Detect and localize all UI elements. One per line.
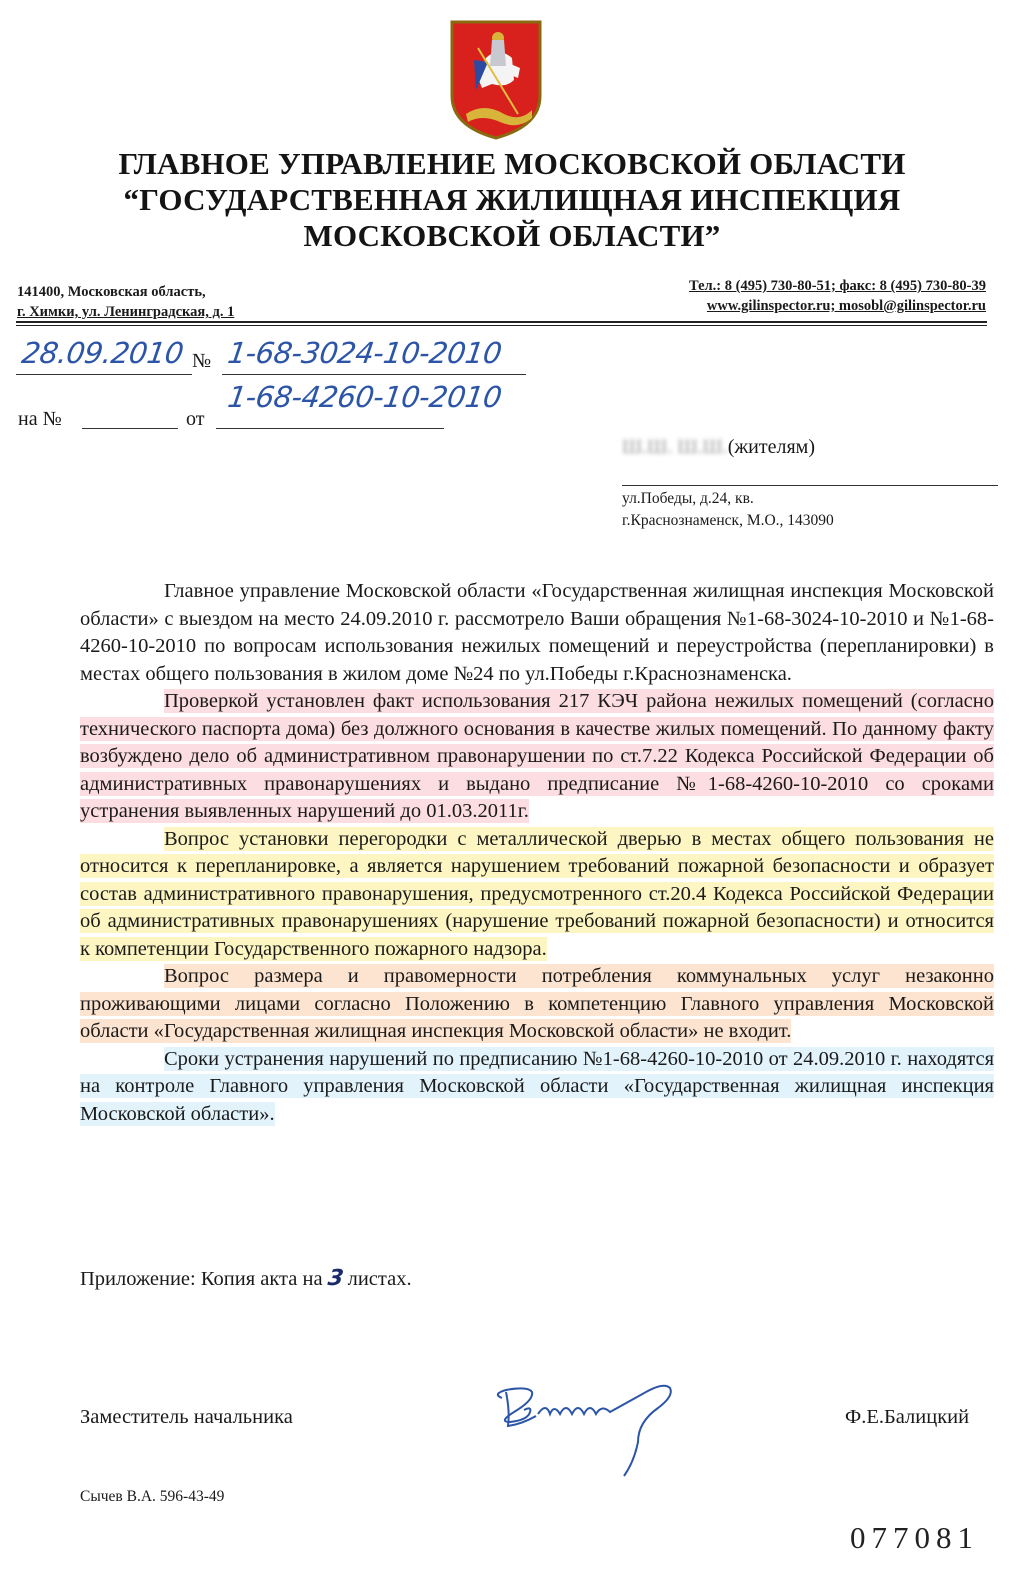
number-underline <box>222 374 526 375</box>
reply-date-underline <box>216 428 444 429</box>
attachment-note <box>80 1266 412 1291</box>
body-paragraph-3-text: Вопрос установки перегородки с металлической дверью в местах общего пользования не относится к перепланировке, а является нарушением требований пожарной безопасности и образует состав административного правонарушения, предусмотренного ст.20.4 Кодекса Российской Федерации об административных правонарушениях (нарушение требований пожарной безопасности) и относится к компетенции Государственного пожарного надзора. <box>80 827 994 960</box>
outgoing-date: 28.09.2010 <box>19 336 186 370</box>
recipient-address-line-1: ул.Победы, д.24, кв. <box>622 490 754 507</box>
recipient-underline <box>622 485 998 486</box>
body-paragraph-4-text: Вопрос размера и правомерности потребления коммунальных услуг незаконно проживающими лицами согласно Положению в компетенцию Главного управления Московской области «Государственная жилищная инспекция Московской области» не входит. <box>80 965 994 1042</box>
contacts-phone-fax: Тел.: 8 (495) 730-80-51; факс: 8 (495) 730-80-39 <box>688 278 986 294</box>
contacts-web-email: www.gilinspector.ru; mosobl@gilinspector.ru <box>706 298 986 314</box>
reply-from-label: от <box>186 408 205 430</box>
body-paragraph-2-text: Проверкой установлен факт использования 217 КЭЧ района нежилых помещений (согласно технического паспорта дома) без должного основания в качестве жилых помещений. По данному факту возбуждено дело об административном правонарушении по ст.7.22 Кодекса Российской Федерации об административных правонарушениях и выдано предписание №1-68-4260-10-2010 со сроками устранения выявленных нарушений до 01.03.2011г. <box>80 690 994 822</box>
recipient-name-obscured: Ш.Ш. Ш.Ш. <box>622 436 728 458</box>
handwritten-signature <box>488 1372 688 1482</box>
body-paragraph-3 <box>80 826 994 964</box>
body-paragraph-5-text: Сроки устранения нарушений по предписанию №1-68-4260-10-2010 от 24.09.2010 г. находятся на контроле Главного управления Московской области «Государственная жилищная инспекция Московской области». <box>80 1047 994 1125</box>
date-underline <box>16 374 192 375</box>
body-paragraph-5 <box>80 1046 994 1129</box>
agency-title-line-3: МОСКОВСКОЙ ОБЛАСТИ” <box>303 218 721 253</box>
header-divider-thin <box>16 325 987 326</box>
signatory-position: Заместитель начальника <box>80 1406 293 1428</box>
header-divider <box>16 321 987 323</box>
attachment-prefix: Приложение: Копия акта на <box>80 1268 323 1290</box>
letter-body <box>80 578 994 1128</box>
document-serial-number: 077081 <box>850 1520 979 1555</box>
signatory-name: Ф.Е.Балицкий <box>845 1406 970 1428</box>
reply-number: 1-68-4260-10-2010 <box>225 380 504 414</box>
number-label: № <box>192 350 212 372</box>
reply-to-label: на № <box>18 408 62 430</box>
coat-of-arms-emblem <box>448 18 544 140</box>
body-paragraph-1-text: Главное управление Московской области «Государственная жилищная инспекция Московской области» с выездом на место 24.09.2010 г. рассмотрело Ваши обращения №1-68-3024-10-2010 и №1-68-4260-10-2010 по вопросам использования нежилых помещений и переустройства (перепланировки) в местах общего пользования в жилом доме №24 по ул.Победы г.Краснознаменска. <box>80 580 994 685</box>
address-line-2: г. Химки, ул. Ленинградская, д. 1 <box>17 304 235 320</box>
agency-address <box>17 282 234 322</box>
agency-title-line-2: “ГОСУДАРСТВЕННАЯ ЖИЛИЩНАЯ ИНСПЕКЦИЯ <box>123 182 901 217</box>
attachment-suffix: листах. <box>347 1268 412 1290</box>
agency-title-line-1: ГЛАВНОЕ УПРАВЛЕНИЕ МОСКОВСКОЙ ОБЛАСТИ <box>118 146 906 181</box>
reply-number-underline <box>82 428 178 429</box>
recipient-name <box>622 436 815 459</box>
recipient-name-suffix: (жителям) <box>727 436 815 458</box>
outgoing-number: 1-68-3024-10-2010 <box>225 336 504 370</box>
attachment-page-count: 3 <box>325 1266 345 1291</box>
body-paragraph-4 <box>80 963 994 1046</box>
body-paragraph-2 <box>80 688 994 826</box>
executor-contact: Сычев В.А. 596-43-49 <box>80 1488 225 1505</box>
recipient-address-line-2: г.Краснознаменск, М.О., 143090 <box>622 512 834 529</box>
agency-contacts <box>689 276 986 316</box>
recipient-address <box>622 488 834 532</box>
address-line-1: 141400, Московская область, <box>17 284 206 300</box>
body-paragraph-1 <box>80 578 994 688</box>
